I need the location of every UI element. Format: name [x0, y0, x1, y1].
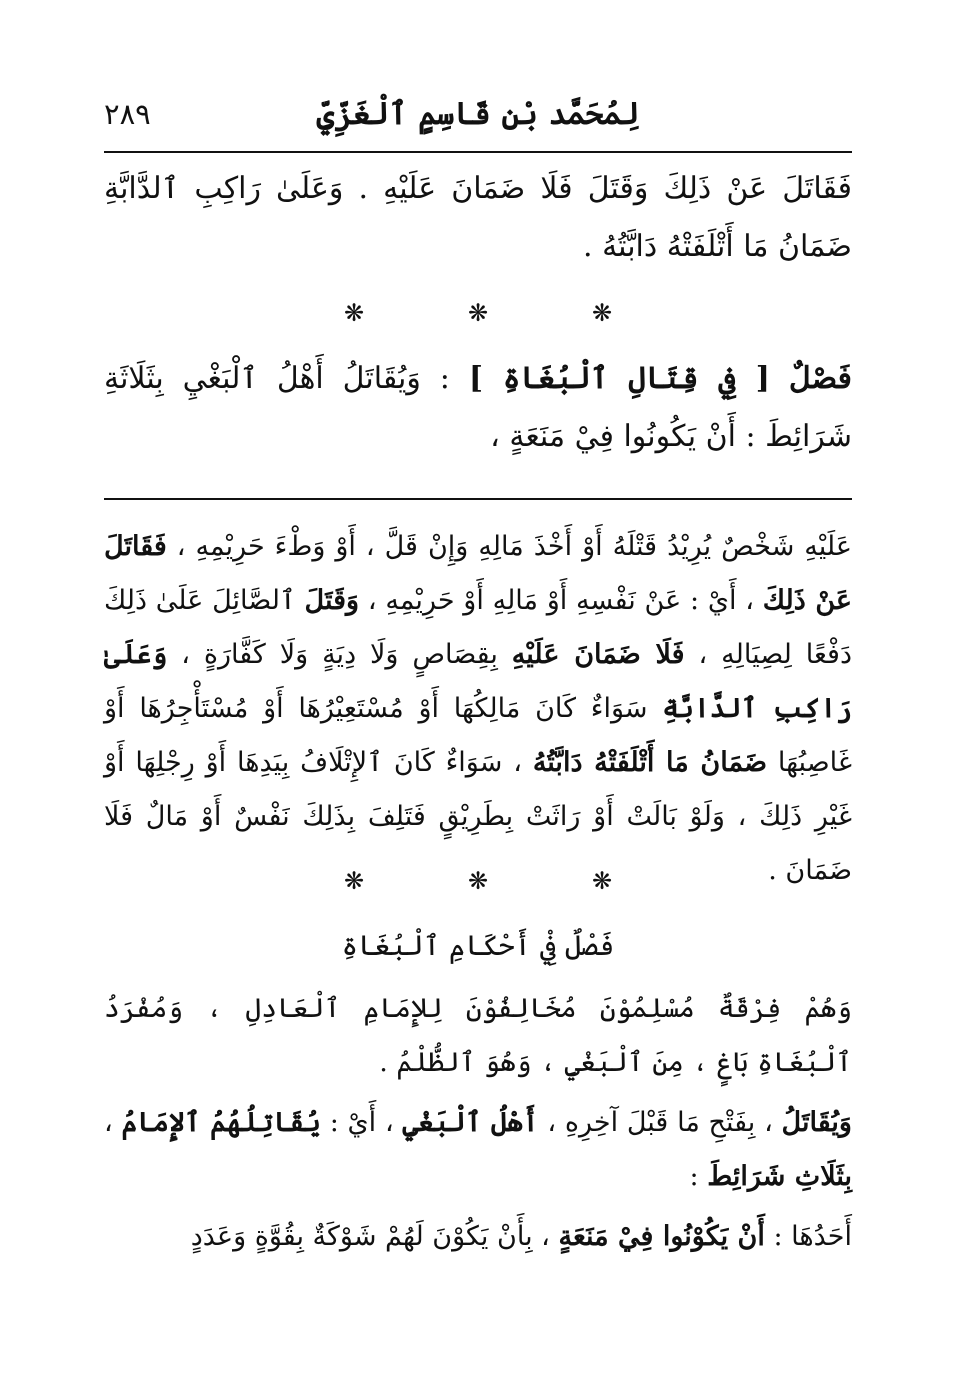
header-rule	[104, 151, 852, 153]
fasl-title: [ فِي قِتَالِ ٱلْبُغَاةِ ]	[468, 361, 770, 396]
matn-quote: يُقَاتِلُهُمُ ٱلإِمَامُ	[121, 1107, 321, 1138]
asterism-icon: ❋	[467, 299, 489, 327]
matn-fasl-bughat	[104, 350, 852, 466]
commentary-paragraph: وَهُمْ فِرْقَةٌ مُسْلِمُوْنَ مُخَالِفُوْنَ لِلإِمَامِ ٱلْعَادِلِ ، وَمُفْرَدُ ٱلْبُغَاةِ بَاغٍ ، مِنَ ٱلْبَغْيِ ، وَهُوَ ٱلظُّلْمُ .	[104, 993, 852, 1078]
section-divider-stars	[104, 866, 852, 896]
running-title: لِمُحَمَّد بْن قَاسِمٍ ٱلْغَزِّيِّ	[316, 96, 640, 132]
matn-quote: ضَمَانُ مَا أَتْلَفَتْهُ دَابَّتُهُ	[532, 747, 768, 778]
asterism-icon: ❋	[467, 867, 489, 895]
matn-quote: فَقَاتَلَ عَنْ ذَلِكَ	[104, 531, 853, 616]
section-divider-stars	[104, 298, 852, 328]
page-header	[104, 86, 852, 144]
matn-quote: وَيُقَاتَلُ	[781, 1107, 852, 1138]
commentary-text: ٱلصَّائِلَ عَلَىٰ ذَلِكَ دَفْعًا لِصِيَالِهِ ،	[104, 585, 852, 670]
page-number: ٢٨٩	[104, 97, 151, 131]
matn-quote: بِثَلَاثِ شَرَائِطَ	[707, 1161, 852, 1192]
matn-fasl-text: : وَيُقَاتَلُ أَهْلُ ٱلْبَغْيِ بِثَلَاثَةِ شَرَائِطَ : أَنْ يَكُونُوا فِيْ مَنَعَةٍ ،	[104, 361, 852, 454]
commentary-text: ، أَيْ :	[329, 1107, 394, 1138]
asterism-icon: ❋	[343, 299, 365, 327]
commentary-text: سَوَاءٌ كَانَ مَالِكُهَا أَوْ مُسْتَعِيْرُهَا أَوْ مُسْتَأْجِرُهَا أَوْ غَاصِبُهَا	[104, 693, 852, 778]
commentary-text: :	[689, 1161, 699, 1192]
matn-quote: أَهْلُ ٱلْبَغْيِ	[402, 1107, 539, 1138]
matn-quote: أَنْ يَكُوْنُوا فِيْ مَنَعَةٍ	[558, 1221, 765, 1252]
matn-quote: وَعَلَىٰ رَاكِبِ ٱلدَّابَّةِ	[104, 639, 852, 724]
matn-continuation	[104, 160, 852, 276]
commentary-block-1	[104, 520, 852, 898]
fasl-word: فَصْلٌ	[788, 361, 852, 396]
section-heading: فَصْلٌ فِيْ أَحْكَامِ ٱلْبُغَاةِ	[341, 929, 615, 962]
matn-quote: وَقَتَلَ	[304, 585, 360, 616]
matn-quote: فَلَا ضَمَانَ عَلَيْهِ	[511, 639, 685, 670]
commentary-text: بِقِصَاصٍ وَلَا دِيَةٍ وَلَا كَفَّارَةٍ ،	[181, 639, 498, 670]
commentary-text: ، سَوَاءٌ كَانَ ٱلإِتْلَافُ بِيَدِهَا أَوْ رِجْلِهَا أَوْ غَيْرِ ذَلِكَ ، وَلَوْ بَالَتْ أَوْ رَاثَتْ بِطَرِيْقٍ فَتَلِفَ بِذَلِكَ نَفْسٌ أَوْ مَالٌ فَلَا ضَمَانَ .	[104, 747, 852, 886]
commentary-text: ،	[104, 1107, 113, 1138]
commentary-paragraph	[104, 520, 852, 898]
matn-text: فَقَاتَلَ عَنْ ذَلِكَ وَقَتَلَ فَلَا ضَمَانَ عَلَيْهِ . وَعَلَىٰ رَاكِبِ ٱلدَّابَّةِ ضَمَانُ مَا أَتْلَفَتْهُ دَابَّتُهُ .	[104, 171, 852, 264]
commentary-text: أَحَدُهَا :	[773, 1221, 852, 1252]
commentary-text: ، بِفَتْحِ مَا قَبْلَ آخِرِهِ ،	[547, 1107, 773, 1138]
asterism-icon: ❋	[591, 867, 613, 895]
commentary-text: ، أَيْ : عَنْ نَفْسِهِ أَوْ مَالِهِ أَوْ حَرِيْمِهِ ،	[367, 585, 754, 616]
commentary-text: ، بِأَنْ يَكُوْنَ لَهُمْ شَوْكَةٌ بِقُوَّةٍ وَعَدَدٍ	[190, 1221, 550, 1252]
commentary-paragraph	[104, 1210, 852, 1264]
matn-fasl-paragraph	[104, 350, 852, 466]
commentary-block-2	[104, 982, 852, 1264]
commentary-text: عَلَيْهِ شَخْصٌ يُرِيْدُ قَتْلَهُ أَوْ أَخْذَ مَالِهِ وَإِنْ قَلَّ ، أَوْ وَطْءَ حَرِيْمِهِ ،	[176, 531, 852, 562]
asterism-icon: ❋	[591, 299, 613, 327]
matn-commentary-separator	[104, 498, 852, 500]
asterism-icon: ❋	[343, 867, 365, 895]
commentary-paragraph	[104, 1096, 852, 1204]
